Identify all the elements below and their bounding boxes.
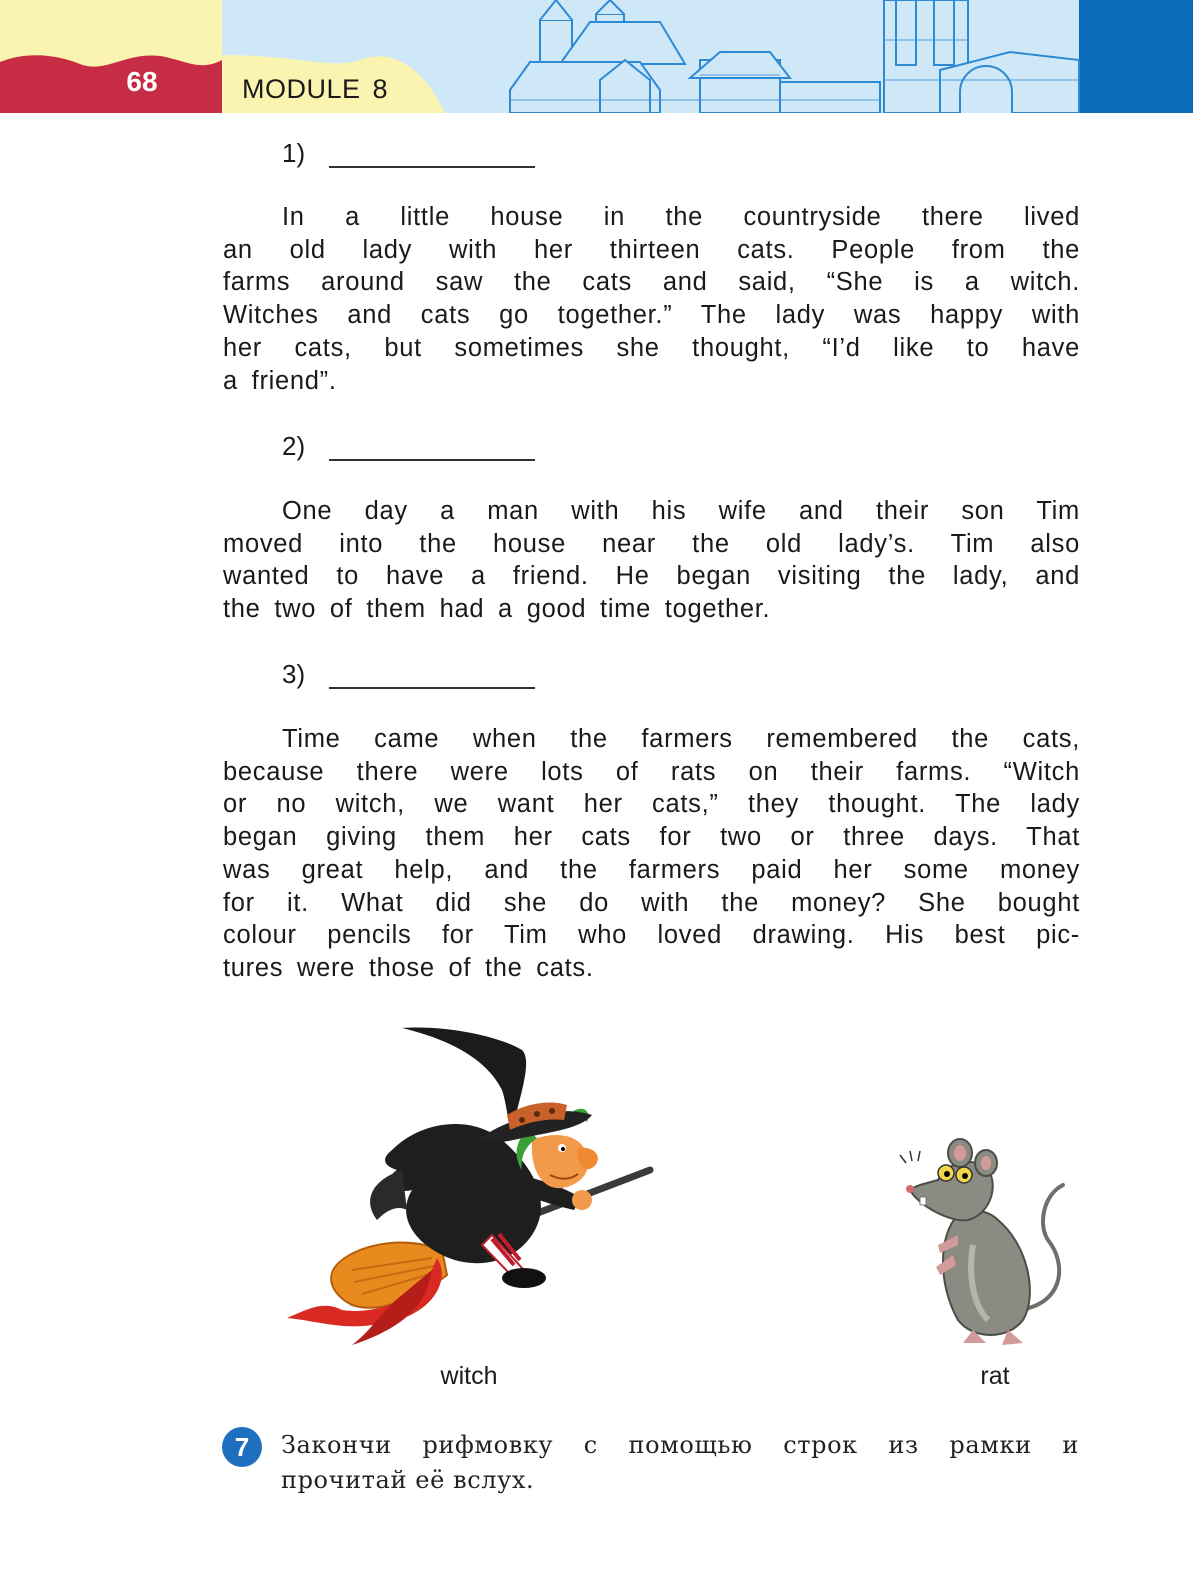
- paragraph-line: was great help, and the farmers paid her some money: [223, 855, 1080, 884]
- task-instructions: [281, 1428, 1079, 1498]
- answer-blank[interactable]: [329, 687, 535, 689]
- paragraph-line: farms around saw the cats and said, “She is a witch.: [223, 268, 1080, 297]
- rat-caption: rat: [980, 1362, 1010, 1390]
- task-line: Закончи рифмовку с помощью строк из рамки и: [281, 1431, 1079, 1459]
- paragraph-line: moved into the house near the old lady’s. Tim also: [223, 529, 1080, 558]
- answer-blank[interactable]: [329, 166, 535, 168]
- paragraph-line: because there were lots of rats on their farms. “Witch: [223, 757, 1080, 786]
- answer-blank[interactable]: [329, 459, 535, 461]
- paragraph-line: an old lady with her thirteen cats. People from the: [223, 235, 1080, 264]
- blank-heading-3: [282, 659, 535, 690]
- paragraph-line: colour pencils for Tim who loved drawing. His best pic-: [223, 921, 1080, 950]
- paragraph-line: In a little house in the countryside there lived: [282, 203, 1080, 231]
- witch-caption: witch: [440, 1362, 498, 1390]
- paragraph-line: Witches and cats go together.” The lady was happy with: [223, 301, 1080, 330]
- paragraph-line: Time came when the farmers remembered the cats,: [282, 725, 1080, 753]
- task-line: прочитай её вслух.: [281, 1466, 535, 1494]
- paragraph-1: [223, 201, 1080, 397]
- module-label: [242, 74, 388, 105]
- paragraph-line: or no witch, we want her cats,” they thought. The lady: [223, 790, 1080, 819]
- blank-heading-2: [282, 431, 535, 462]
- paragraph-line: her cats, but sometimes she thought, “I’d like to have: [223, 333, 1080, 362]
- paragraph-line: the two of them had a good time together.: [223, 595, 771, 624]
- paragraph-line: wanted to have a friend. He began visiting the lady, and: [223, 562, 1080, 591]
- paragraph-line: began giving them her cats for two or three days. That: [223, 823, 1080, 852]
- paragraph-line: tures were those of the cats.: [223, 953, 594, 982]
- paragraph-line: a friend”.: [223, 366, 337, 395]
- paragraph-2: [223, 495, 1080, 626]
- rat-illustration: [898, 1135, 1068, 1350]
- paragraph-line: for it. What did she do with the money? She bought: [223, 888, 1080, 917]
- module-word: MODULE: [242, 74, 361, 104]
- module-number: 8: [372, 74, 389, 104]
- paragraph-3: [223, 723, 1080, 985]
- page-number: 68: [126, 66, 158, 97]
- page-header: [0, 0, 1193, 113]
- section-number: 3): [282, 659, 306, 689]
- section-number: 2): [282, 431, 306, 461]
- task-number-badge: 7: [222, 1427, 262, 1467]
- witch-illustration: [282, 1020, 662, 1350]
- paragraph-line: One day a man with his wife and their son Tim: [282, 497, 1080, 525]
- section-number: 1): [282, 138, 306, 168]
- blank-heading-1: [282, 138, 535, 169]
